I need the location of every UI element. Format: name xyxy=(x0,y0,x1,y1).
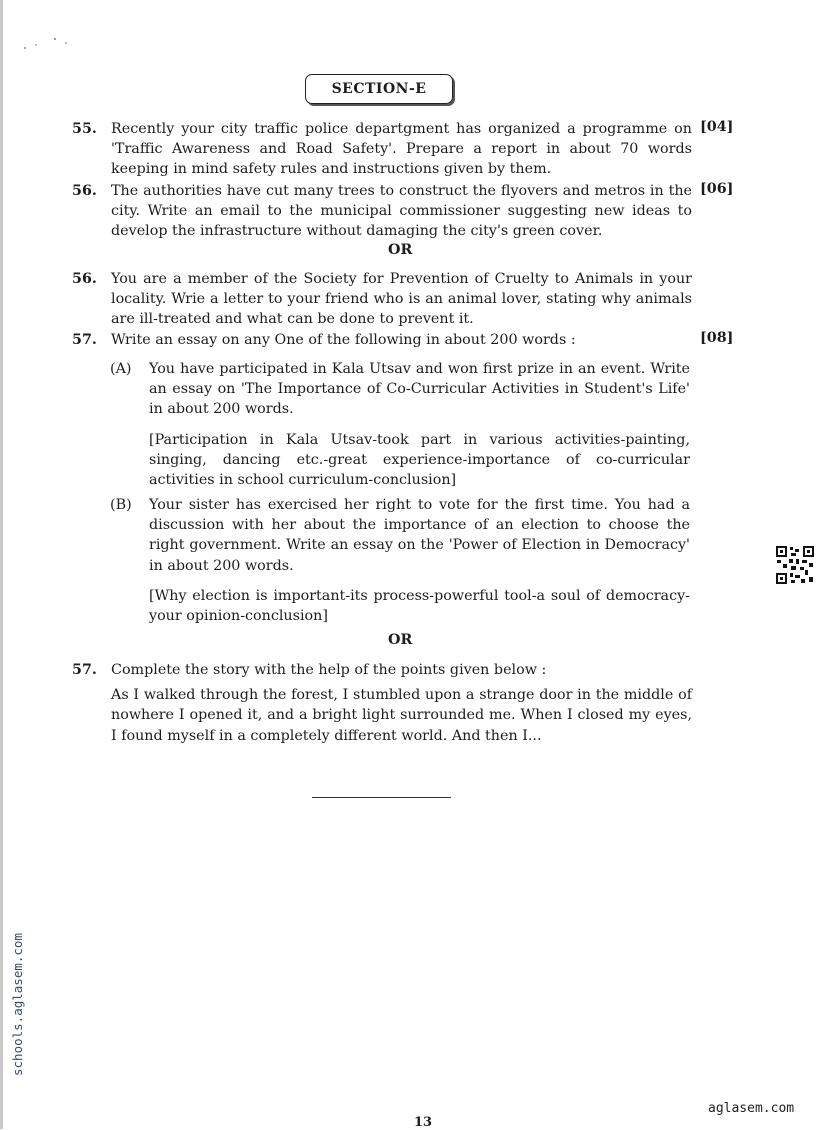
or-separator: OR xyxy=(388,242,413,258)
scan-specks xyxy=(20,36,80,56)
question-text: Complete the story with the help of the points given below : xyxy=(111,662,547,678)
end-rule xyxy=(312,797,451,798)
question-number: 55. xyxy=(72,121,97,137)
option-hint: [Participation in Kala Utsav-took part in various activities-painting, singing, dancing etc.-great experience-importance of co-curricular activities in school curriculum-conclusion] xyxy=(149,431,690,489)
watermark-bottom: aglasem.com xyxy=(708,1101,795,1116)
option-label: (B) xyxy=(110,497,132,513)
story-text: As I walked through the forest, I stumbled upon a strange door in the middle of nowhere I opened it, and a bright light surrounded me. When I closed my eyes, I found myself in a completely different world. And then I... xyxy=(111,687,692,744)
question-55 xyxy=(72,119,692,180)
question-marks: [04] xyxy=(700,119,734,135)
or-separator: OR xyxy=(388,632,413,648)
question-56-alt xyxy=(72,269,692,330)
watermark-side: schools.aglasem.com xyxy=(10,933,25,1076)
option-b xyxy=(110,495,690,626)
option-text: You have participated in Kala Utsav and won first prize in an event. Write an essay on 'The Importance of Co-Curricular Activities in Student's Life' in about 200 words. xyxy=(149,361,690,418)
page-number: 13 xyxy=(414,1115,433,1130)
scan-edge xyxy=(0,0,3,1129)
section-title: SECTION-E xyxy=(305,74,453,104)
question-text: You are a member of the Society for Prevention of Cruelty to Animals in your locality. Wrie a letter to your friend who is an animal lover, stating why animals are ill-treated and what can be done to prevent it. xyxy=(111,271,692,328)
question-text: Write an essay on any One of the following in about 200 words : xyxy=(111,332,576,348)
question-marks: [06] xyxy=(700,181,734,197)
question-57-alt xyxy=(72,660,692,746)
question-text: The authorities have cut many trees to construct the flyovers and metros in the city. Write an email to the municipal commissioner suggesting new ideas to develop the infrastructure without damaging the city's green cover. xyxy=(111,183,692,240)
question-text: Recently your city traffic police departgment has organized a programme on 'Traffic Awareness and Road Safety'. Prepare a report in about 70 words keeping in mind safety rules and instructions given by them. xyxy=(111,121,692,178)
question-56 xyxy=(72,181,692,242)
option-a xyxy=(110,359,690,490)
question-number: 57. xyxy=(72,662,97,678)
question-number: 56. xyxy=(72,183,97,199)
option-hint: [Why election is important-its process-powerful tool-a soul of democracy-your opinion-conclusion] xyxy=(149,587,690,625)
option-text: Your sister has exercised her right to vote for the first time. You had a discussion with her about the importance of an election to choose the right government. Write an essay on the 'Power of Election in Democracy' in about 200 words. xyxy=(149,497,690,574)
question-number: 56. xyxy=(72,271,97,287)
question-marks: [08] xyxy=(700,330,734,346)
question-number: 57. xyxy=(72,332,97,348)
qr-code-icon xyxy=(775,545,815,585)
question-57 xyxy=(72,330,692,350)
option-label: (A) xyxy=(110,361,132,377)
